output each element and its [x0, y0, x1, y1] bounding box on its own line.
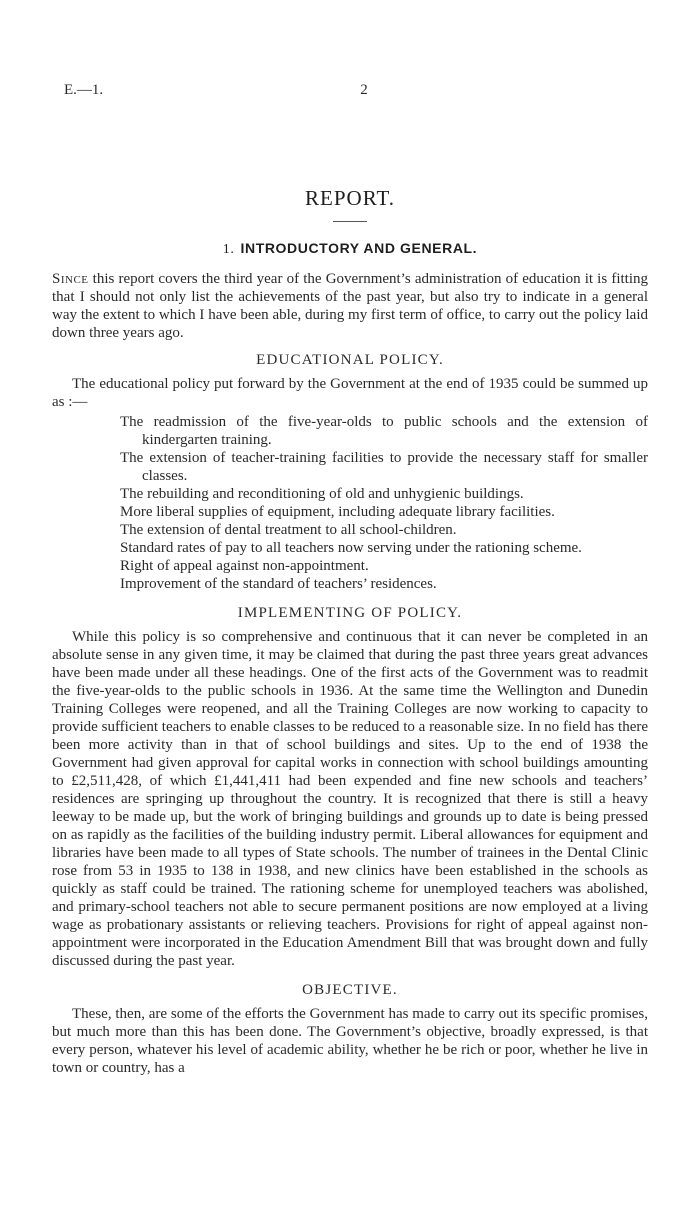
title-rule	[333, 221, 367, 222]
implementing-policy-heading: IMPLEMENTING OF POLICY.	[237, 605, 463, 621]
intro-text: this report covers the third year of the Government’s administration of education it is fitting that I should not only list the achievements of the past year, but also try to indicate in a general way the extent to which I have been able, during my first term of office, to carry out the policy laid down three years ago.	[52, 271, 648, 341]
list-item: Standard rates of pay to all teachers now serving under the rationing scheme.	[120, 540, 582, 556]
educational-policy-heading: EDUCATIONAL POLICY.	[256, 352, 444, 368]
intro-lead-word: Since	[52, 271, 89, 287]
policy-list	[52, 413, 648, 593]
section-title-text: INTRODUCTORY AND GENERAL.	[240, 240, 478, 256]
section-title	[52, 240, 648, 258]
list-item: More liberal supplies of equipment, including adequate library facilities.	[120, 504, 555, 520]
objective-heading: OBJECTIVE.	[302, 982, 398, 998]
list-item: Improvement of the standard of teachers’ residences.	[120, 576, 437, 592]
intro-paragraph	[52, 270, 648, 342]
list-item: The readmission of the five-year-olds to public schools and the extension of kindergarten training.	[120, 414, 648, 448]
objective-paragraph: These, then, are some of the efforts the Government has made to carry out its specific promises, but much more than this has been done. The Government’s objective, broadly expressed, is that every person, whatever his level of academic ability, whether he be rich or poor, whether he live in town or country, has a	[52, 1006, 648, 1076]
page-body	[52, 186, 648, 1077]
policy-intro: The educational policy put forward by the Government at the end of 1935 could be summed up as :—	[52, 376, 648, 410]
list-item: The extension of dental treatment to all school-children.	[120, 522, 457, 538]
section-numeral: 1.	[222, 242, 235, 257]
list-item: Right of appeal against non-appointment.	[120, 558, 369, 574]
implementing-paragraph: While this policy is so comprehensive and continuous that it can never be completed in an absolute sense in any given time, it may be claimed that during the past three years great advances have been made under all these headings. One of the first acts of the Government was to readmit the five-year-olds to the public schools in 1936. At the same time the Wellington and Dunedin Training Colleges were reopened, and all the Training Colleges are now working to capacity to provide sufficient teachers to enable classes to be reduced to a reasonable size. In no field has there been more activity than in that of school buildings and sites. Up to the end of 1938 the Government had given approval for capital works in connection with school buildings amounting to £2,511,428, of which £1,441,411 had been expended and fine new schools and teachers’ residences are springing up throughout the country. It is recognized that there is still a heavy leeway to be made up, but the work of bringing buildings and grounds up to date is being pressed on as rapidly as the facilities of the building industry permit. Liberal allowances for equipment and libraries have been made to all types of State schools. The number of trainees in the Dental Clinic rose from 53 in 1935 to 138 in 1938, and new clinics have been established in the schools as quickly as staff could be trained. The rationing scheme for unemployed teachers was abolished, and primary-school teachers not able to secure permanent positions are now employed at a living wage as probationary assistants or relieving teachers. Provisions for right of appeal against non-appointment were incorporated in the Education Amendment Bill that was brought down and fully discussed during the past year.	[52, 629, 648, 969]
report-title: REPORT.	[305, 186, 395, 210]
list-item: The extension of teacher-training facilities to provide the necessary staff for smaller classes.	[120, 450, 648, 484]
page-number: 2	[360, 82, 368, 98]
list-item: The rebuilding and reconditioning of old and unhygienic buildings.	[120, 486, 524, 502]
page-header	[64, 82, 650, 102]
document-reference: E.—1.	[64, 82, 104, 98]
